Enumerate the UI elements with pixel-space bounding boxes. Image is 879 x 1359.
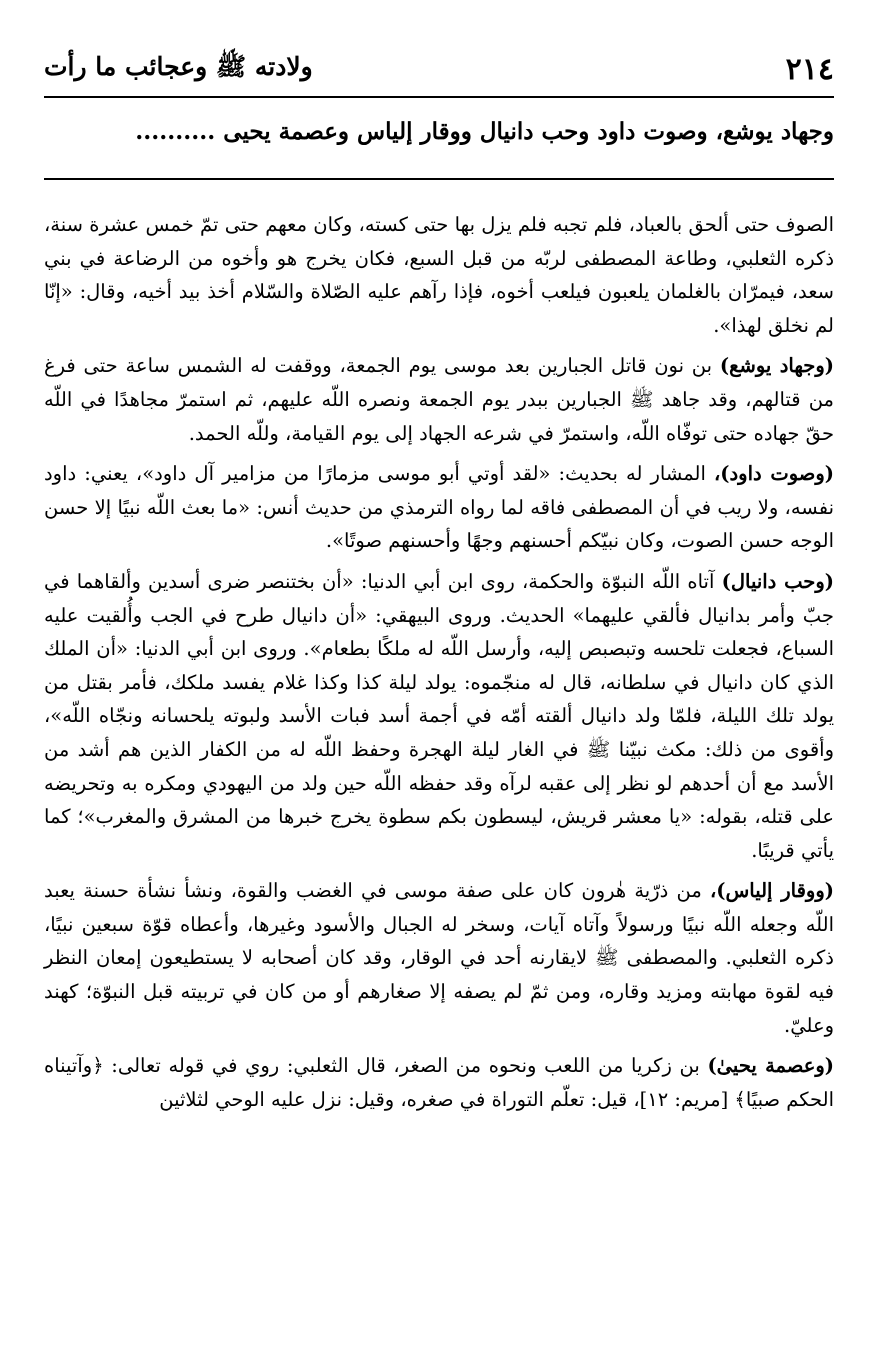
paragraph-3 [44,457,834,558]
paragraph-2 [44,349,834,450]
paragraph-lead: (ووقار إلياس)، [709,879,834,903]
paragraph-text: بن نون قاتل الجبارين بعد موسى يوم الجمعة، ووقفت له الشمس ساعة حتى فرغ من قتالهم، وقد جاهد ﷺ الجبارين ببدر يوم الجمعة ونصره اللّه عليهم، ثم استمرّ مجاهدًا في اللّه حقّ جهاده حتى توفّاه اللّه، واستمرّ في شرعه الجهاد إلى يوم القيامة، وللّه الحمد. [44,354,834,445]
chapter-title: ولادته ﷺ وعجائب ما رأت [44,51,313,81]
paragraph-text: الصوف حتى ألحق بالعباد، فلم تجبه فلم يزل بها حتى كسته، وكان معهم حتى تمّ خمس عشرة سنة، ذكره الثعلبي، وطاعة المصطفى لربّه من قبل السبع، فكان يخرج هو وأخوه من الرضاعة في بني سعد، فيمرّان بالغلمان يلعبون فيلعب أخوه، فإذا رآهم عليه الصّلاة والسّلام أخذ بيد أخيه، وقال: «إنّا لم نخلق لهذا». [44,213,834,337]
paragraph-lead: (وصوت داود)، [713,462,834,486]
paragraph-lead: (وحب دانيال) [721,569,834,593]
paragraph-text: آتاه اللّه النبوّة والحكمة، روى ابن أبي الدنيا: «أن بختنصر ضرى أسدين وألقاهما في جبّ وأمر بدانيال فألقي عليهما» الحديث. وروى البيهقي: «أن دانيال طرح في الجب وأُلقيت عليه السباع، فجعلت تلحسه وتبصبص إليه، وأرسل اللّه له ملكًا بطعام». وروى ابن أبي الدنيا: «أن الملك الذي كان دانيال في سلطانه، قال له منجّموه: يولد ليلة كذا وكذا غلام يفسد ملكك، فأمر بقتل من يولد تلك الليلة، فلمّا ولد دانيال ألقته أمّه في أجمة أسد فبات الأسد ولبوته يلحسانه ونجّاه اللّه»، وأقوى من ذلك: مكث نبيّنا ﷺ في الغار ليلة الهجرة وحفظ اللّه له من الكفار الذين هم أشد من الأسد مع أن أحدهم لو نظر إلى عقبه لرآه وقد حفظه اللّه حين ولد من اليهودي ومكره به وتحريضه على قتله، بقوله: «يا معشر قريش، ليسطون بكم سطوة يخرج خبرها من المشرق والمغرب»؛ كما يأتي قريبًا. [44,569,834,862]
paragraph-1 [44,208,834,342]
paragraph-lead: (وجهاد يوشع) [719,354,835,378]
paragraph-text: من ذرّية هٰرون كان على صفة موسى في الغضب والقوة، ونشأ نشأة حسنة يعبد اللّه وجعله اللّه نبيًا ورسولاً وآتاه آيات، وسخر له الجبال والأسود وغيرها، وأعطاه قوّة سبعين نبيًا، ذكره الثعلبي. والمصطفى ﷺ لايقارنه أحد في الوقار، وقد كان أصحابه لا يستطيعون إمعان النظر فيه لقوة مهابته ومزيد وقاره، ومن ثمّ لم يصفه إلا صغارهم أو من كان في تربيته قبل النبوّة؛ كهند وعليّ. [44,879,834,1037]
body-text [44,208,834,1123]
section-subheader: وجهاد يوشع، وصوت داود وحب دانيال ووقار إلياس وعصمة يحيى .......... [135,118,834,145]
paragraph-text: بن زكريا من اللعب ونحوه من الصغر، قال الثعلبي: روي في قوله تعالى: ﴿وآتيناه الحكم صبيًا﴾ [مريم: ١٢]، قيل: تعلّم التوراة في صغره، وقيل: نزل عليه الوحي لثلاثين [44,1054,834,1111]
page-number: ٢١٤ [785,51,834,87]
paragraph-5 [44,874,834,1042]
running-header [44,46,834,92]
paragraph-text: المشار له بحديث: «لقد أوتي أبو موسى مزمارًا من مزامير آل داود»، يعني: داود نفسه، ولا ريب في أن المصطفى فاقه لما رواه الترمذي من حديث أنس: «ما بعث اللّه نبيًا إلا حسن الوجه حسن الصوت، وكان نبيّكم أحسنهم وجهًا وأحسنهم صوتًا». [44,462,834,553]
subheader-rule [44,178,834,180]
paragraph-lead: (وعصمة يحيىٰ) [707,1054,834,1078]
paragraph-4 [44,565,834,867]
header-rule [44,96,834,98]
paragraph-6 [44,1049,834,1116]
